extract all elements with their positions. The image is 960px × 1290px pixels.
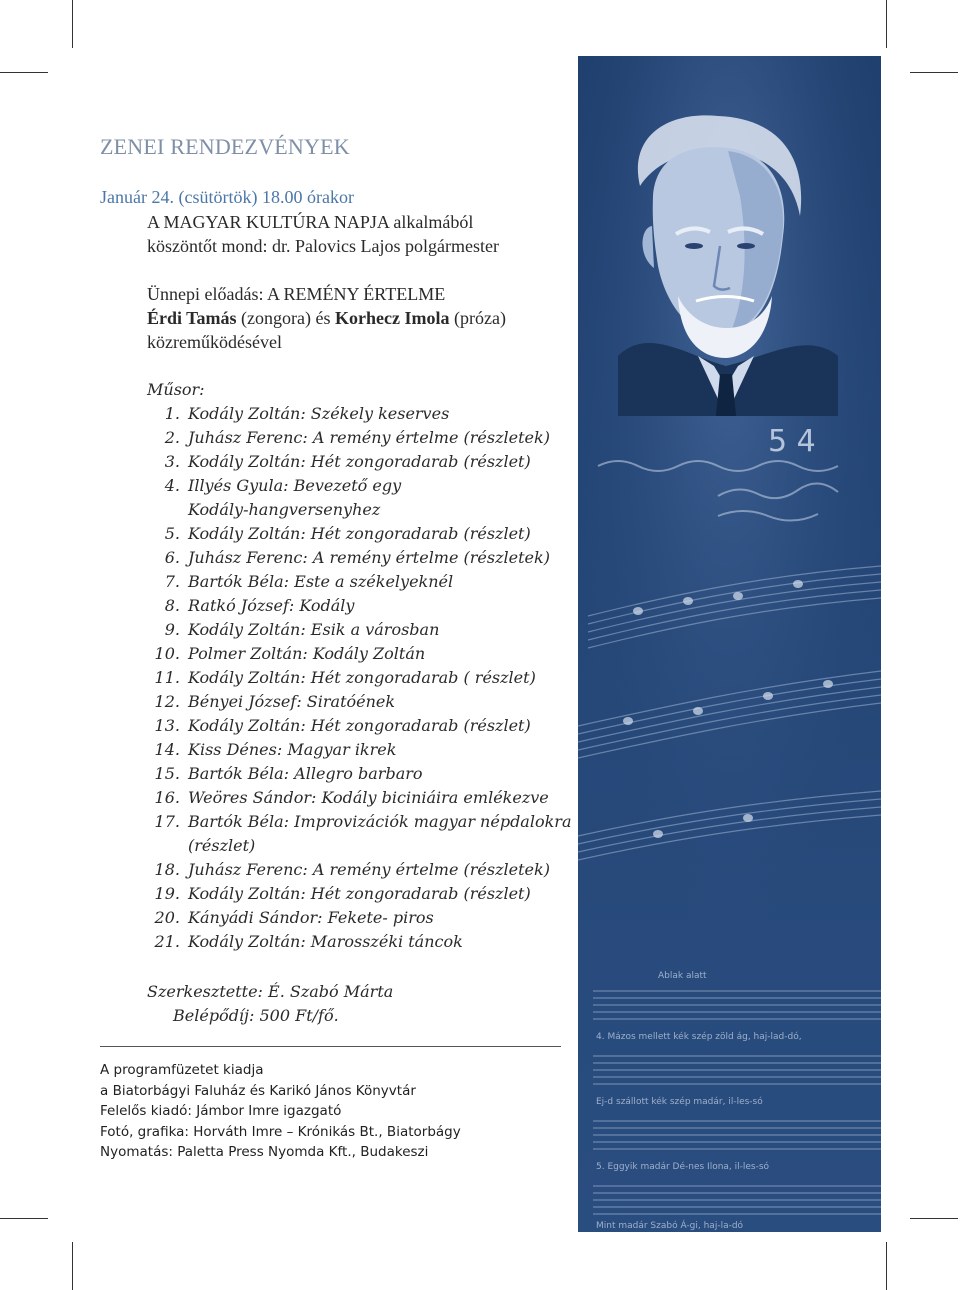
portrait-illustration [578,56,881,1232]
program-item-title [188,618,439,642]
program-item-text: Kodály Zoltán: Hét zongoradarab (részlet) [188,452,531,471]
spacer [180,450,188,474]
crop-mark [910,1218,958,1219]
program [147,378,571,954]
portrait-panel [578,56,881,1232]
program-item-title [188,522,531,546]
program-item-number: 6. [164,548,180,567]
program-item-title [188,594,354,618]
crop-mark [886,1242,887,1290]
program-item [147,426,571,450]
program-item-continuation: (részlet) [188,836,256,855]
spacer [180,858,188,882]
program-item-number: 10. [154,644,180,663]
program-item [147,786,571,810]
credits [147,980,393,1028]
editor-credit: Szerkesztette: É. Szabó Márta [147,982,394,1001]
colophon-line: Fotó, grafika: Horváth Imre – Krónikás Bt., Biatorbágy [100,1123,461,1140]
program-item [147,882,571,906]
program-item-text: Kodály Zoltán: Esik a városban [188,620,440,639]
spacer [180,738,188,762]
spacer [180,786,188,810]
crop-mark [886,0,887,48]
program-item-number: 2. [164,428,180,447]
program-item-continuation: Kodály-hangversenyhez [188,500,381,519]
program-item [147,546,571,570]
program-item-text: Illyés Gyula: Bevezető egy [188,476,402,495]
program-item-title [188,762,423,786]
program-item-number: 11. [154,668,180,687]
program-item-title [188,642,425,666]
program-item-number: 9. [164,620,180,639]
program-item-text: Kiss Dénes: Magyar ikrek [188,740,397,759]
colophon-line: Felelős kiadó: Jámbor Imre igazgató [100,1103,342,1119]
program-item-title [188,786,549,810]
program-item [147,522,571,546]
program-item-text: Ratkó József: Kodály [188,596,355,615]
crop-mark [72,1242,73,1290]
program-item-number: 20. [154,908,180,927]
program-item-text: Kodály Zoltán: Hét zongoradarab (részlet) [188,524,531,543]
spacer [180,402,188,426]
program-item-number: 3. [164,452,180,471]
program-item-text: Bartók Béla: Este a székelyeknél [188,572,454,591]
spacer [180,618,188,642]
spacer [180,930,188,954]
program-item-title [188,714,531,738]
program-item-title [188,474,401,522]
event-intro [147,210,499,258]
program-item-number: 5. [164,524,180,543]
spacer [180,906,188,930]
crop-mark [0,1218,48,1219]
program-item-title [188,666,536,690]
score-lyric: Ej-d szállott kék szép madár, il-les-só [596,1097,763,1107]
program-item-title [188,426,550,450]
colophon-line: A programfüzetet kiadja [100,1062,264,1078]
program-item [147,930,571,954]
program-item [147,402,571,426]
program-item [147,858,571,882]
program-item-number: 16. [154,788,180,807]
program-item-title [188,882,531,906]
performance-suffix: közreműködésével [147,332,282,352]
program-item [147,738,571,762]
program-item-text: Kányádi Sándor: Fekete- piros [188,908,434,927]
event-date: Január 24. (csütörtök) 18.00 órakor [100,187,354,207]
performance-info [147,282,506,354]
program-item-title [188,402,449,426]
performer-name: Érdi Tamás [147,308,237,328]
program-item-text: Juhász Ferenc: A remény értelme (részletek) [188,548,550,567]
spacer [180,570,188,594]
program-item-title [188,570,453,594]
program-item-number: 4. [164,476,180,495]
spacer [180,882,188,906]
program-item-title [188,858,550,882]
program-item-text: Juhász Ferenc: A remény értelme (részletek) [188,860,550,879]
divider [100,1046,561,1047]
program-item-number: 19. [154,884,180,903]
program-item-text: Polmer Zoltán: Kodály Zoltán [188,644,426,663]
program-item-number: 15. [154,764,180,783]
performance-title: Ünnepi előadás: A REMÉNY ÉRTELME [147,284,446,304]
spacer [180,642,188,666]
program-item [147,690,571,714]
program-item [147,906,571,930]
intro-line: köszöntőt mond: dr. Palovics Lajos polgármester [147,236,499,256]
program-item-text: Kodály Zoltán: Hét zongoradarab (részlet) [188,716,531,735]
intro-line: A MAGYAR KULTÚRA NAPJA alkalmából [147,212,474,232]
program-item-title [188,450,531,474]
performer-role: (zongora) és [236,308,336,328]
program-item-number: 12. [154,692,180,711]
program-item-number: 21. [154,932,180,951]
program-item [147,474,571,522]
performer-role: (próza) [449,308,506,328]
section-title: ZENEI RENDEZVÉNYEK [100,134,350,159]
program-item-text: Kodály Zoltán: Hét zongoradarab (részlet) [188,884,531,903]
entry-fee: Belépődíj: 500 Ft/fő. [173,1006,339,1025]
colophon-line: a Biatorbágyi Faluház és Karikó János Könyvtár [100,1082,416,1099]
crop-mark [0,72,48,73]
performers-line [147,306,506,330]
program-heading: Műsor: [147,380,205,399]
program-item-text: Bényei József: Siratóének [188,692,396,711]
program-item [147,666,571,690]
program-item [147,810,571,858]
program-item [147,570,571,594]
program-item [147,714,571,738]
performer-name: Korhecz Imola [335,308,450,328]
spacer [180,594,188,618]
spacer [180,546,188,570]
program-item-title [188,810,571,858]
colophon [100,1060,461,1163]
program-item-number: 18. [154,860,180,879]
program-item-text: Kodály Zoltán: Marosszéki táncok [188,932,463,951]
program-item-number: 1. [164,404,180,423]
handwritten-number: 5 4 [768,424,816,459]
program-item-title [188,930,463,954]
program-item [147,450,571,474]
score-lyric: Mint madár Szabó Á-gi, haj-la-dó [596,1221,744,1231]
program-item-title [188,738,396,762]
program-item [147,594,571,618]
program-item-text: Bartók Béla: Allegro barbaro [188,764,423,783]
program-item-text: Juhász Ferenc: A remény értelme (részletek) [188,428,550,447]
program-item-title [188,906,434,930]
spacer [180,810,188,858]
spacer [180,714,188,738]
score-lyric: 4. Mázos mellett kék szép zöld ág, haj-lad-dó, [596,1032,802,1042]
program-item-number: 13. [154,716,180,735]
spacer [180,690,188,714]
score-lyric: Ablak alatt [658,971,707,981]
program-item [147,762,571,786]
spacer [180,522,188,546]
program-item [147,642,571,666]
program-item-title [188,546,550,570]
spacer [180,426,188,450]
program-item-number: 7. [164,572,180,591]
program-item-number: 14. [154,740,180,759]
program-item-title [188,690,395,714]
score-lyric: 5. Eggyik madár Dé-nes Ilona, il-les-só [596,1162,770,1172]
program-item-text: Kodály Zoltán: Hét zongoradarab ( részlet) [188,668,536,687]
colophon-line: Nyomatás: Paletta Press Nyomda Kft., Budakeszi [100,1144,429,1160]
program-item-text: Weöres Sándor: Kodály biciniáira emlékezve [188,788,549,807]
program-item-number: 17. [154,812,180,831]
program-list [147,402,571,954]
crop-mark [72,0,73,48]
program-item-text: Bartók Béla: Improvizációk magyar népdalokra [188,812,572,831]
spacer [180,666,188,690]
spacer [180,762,188,786]
crop-mark [910,72,958,73]
program-item [147,618,571,642]
program-item-text: Kodály Zoltán: Székely keserves [188,404,450,423]
program-item-number: 8. [164,596,180,615]
spacer [180,474,188,522]
